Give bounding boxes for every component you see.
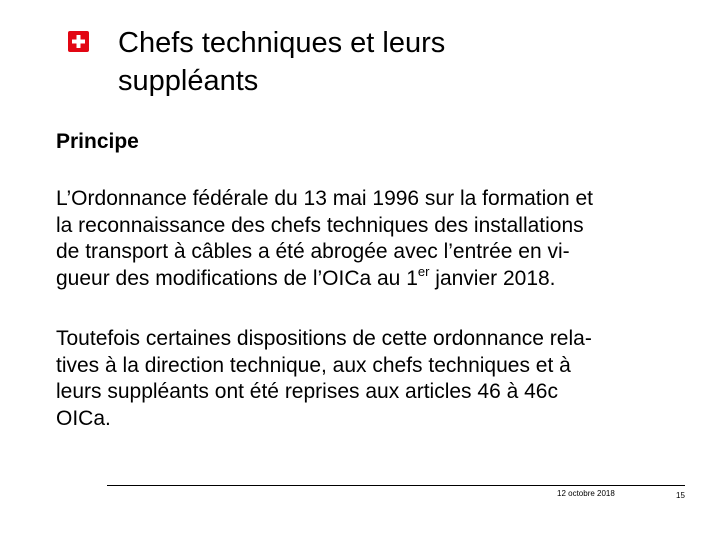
footer-date: 12 octobre 2018: [557, 489, 615, 498]
paragraph-1-line-4-end: janvier 2018.: [429, 266, 556, 290]
slide-title-line-1: Chefs techniques et leurs: [118, 27, 446, 59]
section-heading: Principe: [56, 130, 139, 153]
paragraph-2-line-1: Toutefois certaines dispositions de cette ordonnance rela-: [56, 327, 592, 350]
paragraph-1-line-4-text: gueur des modifications de l’OICa au 1: [56, 266, 418, 290]
slide-title: [118, 24, 678, 100]
paragraph-1: [56, 186, 696, 292]
ordinal-superscript: er: [417, 263, 430, 279]
slide-title-line-2: suppléants: [118, 65, 259, 97]
paragraph-2-line-3: leurs suppléants ont été reprises aux articles 46 à 46c: [56, 380, 558, 403]
paragraph-1-line-2: la reconnaissance des chefs techniques des installations: [56, 213, 584, 237]
paragraph-1-line-1: L’Ordonnance fédérale du 13 mai 1996 sur la formation et: [56, 187, 594, 210]
paragraph-2: [56, 326, 696, 432]
footer-divider: [107, 485, 685, 486]
paragraph-2-line-2: tives à la direction technique, aux chefs techniques et à: [56, 353, 571, 377]
paragraph-1-line-4: [56, 263, 696, 293]
swiss-cross-icon: [68, 31, 89, 52]
paragraph-2-line-4: OICa.: [56, 406, 111, 430]
paragraph-1-line-3: de transport à câbles a été abrogée avec l’entrée en vi-: [56, 240, 570, 263]
page-number: 15: [676, 491, 685, 500]
